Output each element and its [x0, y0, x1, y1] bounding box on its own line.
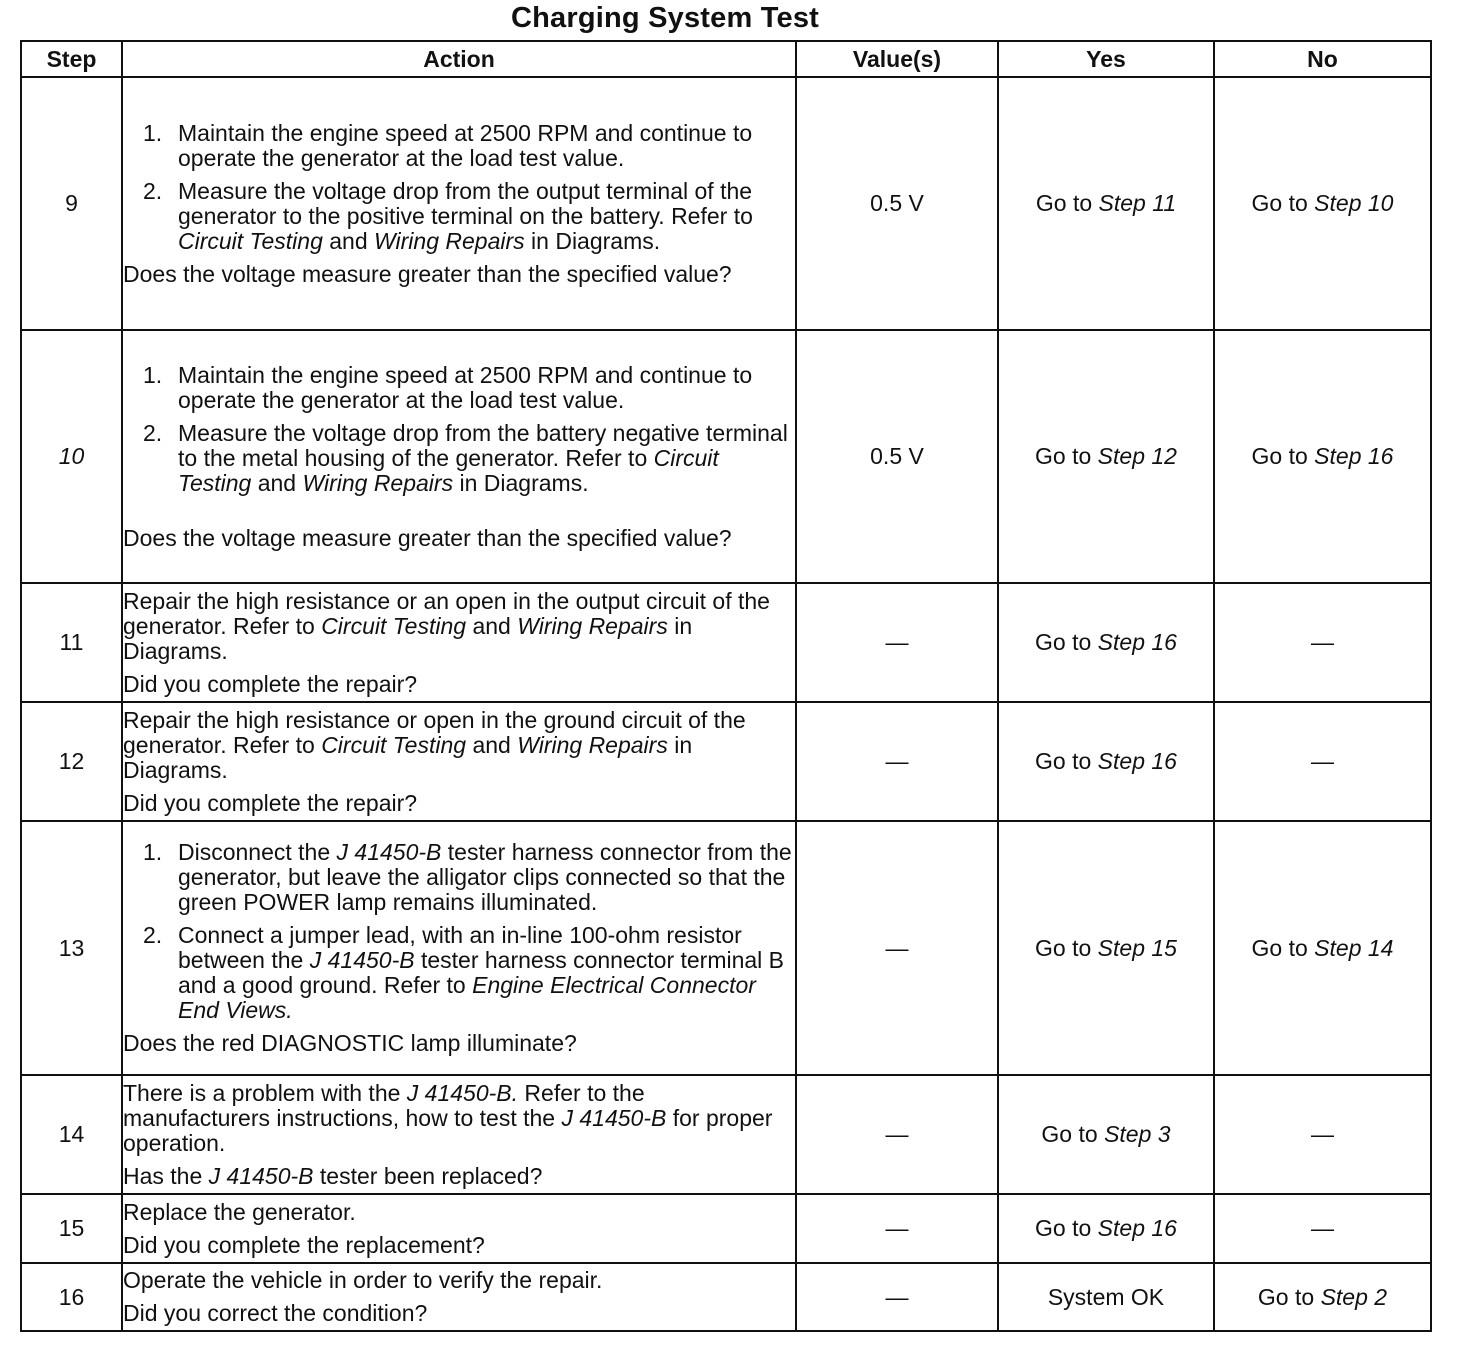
value-cell: — [796, 702, 998, 821]
page-title: Charging System Test [510, 2, 820, 34]
action-text: There is a problem with the J 41450-B. Refer to the manufacturers instructions, how to test the J 41450-B for proper operation. [123, 1079, 773, 1156]
action-list [123, 121, 795, 254]
step-reference: Step 15 [1097, 934, 1177, 961]
no-cell: — [1214, 1194, 1431, 1263]
step-reference: Step 10 [1314, 190, 1394, 216]
action-text: Operate the vehicle in order to verify the repair. [123, 1267, 603, 1293]
yes-cell: System OK [998, 1263, 1214, 1331]
tool-reference: J 41450-B [208, 1162, 314, 1189]
action-question: Did you complete the repair? [123, 789, 418, 816]
list-item: 2. Measure the voltage drop from the output terminal of the generator to the positive terminal on the battery. Refer to Circuit Testing and Wiring Repairs in Diagrams. [143, 177, 753, 254]
no-cell: — [1214, 702, 1431, 821]
value-cell: — [796, 1075, 998, 1194]
action-question: Does the red DIAGNOSTIC lamp illuminate? [123, 1030, 577, 1056]
table-row-step-11 [21, 583, 1431, 702]
reference-link: Circuit Testing [321, 731, 467, 758]
reference-link: Wiring Repairs [302, 469, 454, 496]
action-question: Did you complete the repair? [123, 670, 418, 697]
step-reference: Step 3 [1104, 1121, 1171, 1147]
no-cell: Go to Step 2 [1214, 1263, 1431, 1331]
action-cell [122, 702, 796, 821]
yes-cell: Go to Step 16 [998, 583, 1214, 702]
action-text: Repair the high resistance or an open in the output circuit of the generator. Refer to Circuit Testing and Wiring Repairs in Diagrams. [123, 587, 770, 664]
action-cell [122, 1075, 796, 1194]
step-number: 15 [21, 1194, 122, 1263]
step-number: 12 [21, 702, 122, 821]
step-number: 13 [21, 821, 122, 1075]
value-cell: 0.5 V [796, 330, 998, 583]
table-row-step-12 [21, 702, 1431, 821]
action-cell [122, 583, 796, 702]
reference-link: Circuit Testing [178, 227, 323, 254]
action-question: Did you complete the replacement? [123, 1231, 485, 1258]
list-item: 2. Measure the voltage drop from the battery negative terminal to the metal housing of the generator. Refer to Circuit Testing and Wiring Repairs in Diagrams. [143, 419, 788, 496]
table-row-step-15 [21, 1194, 1431, 1263]
value-cell: — [796, 821, 998, 1075]
header-action: Action [122, 41, 796, 77]
tool-reference: J 41450-B. [406, 1079, 519, 1106]
step-reference: Step 16 [1097, 1215, 1177, 1241]
table-header-row [21, 41, 1431, 77]
action-list [123, 840, 795, 1023]
table-row-step-9 [21, 77, 1431, 330]
header-no: No [1214, 41, 1431, 77]
header-step: Step [21, 41, 122, 77]
table-row-step-13 [21, 821, 1431, 1075]
tool-reference: J 41450-B [336, 839, 442, 865]
yes-cell: Go to Step 11 [998, 77, 1214, 330]
yes-cell: Go to Step 16 [998, 1194, 1214, 1263]
no-cell: — [1214, 583, 1431, 702]
step-number: 10 [21, 330, 122, 583]
reference-link: Wiring Repairs [517, 731, 668, 758]
value-cell: — [796, 583, 998, 702]
table-row-step-14 [21, 1075, 1431, 1194]
header-yes: Yes [998, 41, 1214, 77]
reference-link: Circuit Testing [321, 612, 467, 639]
charging-system-test-table [20, 40, 1432, 1332]
no-cell: Go to Step 10 [1214, 77, 1431, 330]
value-cell: 0.5 V [796, 77, 998, 330]
action-text: Replace the generator. [123, 1198, 356, 1225]
yes-cell: Go to Step 16 [998, 702, 1214, 821]
no-cell: — [1214, 1075, 1431, 1194]
action-cell [122, 1194, 796, 1263]
value-cell: — [796, 1194, 998, 1263]
step-reference: Step 11 [1098, 190, 1177, 216]
table-row-step-10 [21, 330, 1431, 583]
list-item: 1. Disconnect the J 41450-B tester harness connector from the generator, but leave the alligator clips connected so that the green POWER lamp remains illuminated. [143, 839, 792, 915]
step-reference: Step 16 [1097, 748, 1177, 774]
action-question: Does the voltage measure greater than the specified value? [123, 524, 732, 551]
reference-link: Wiring Repairs [374, 227, 525, 254]
reference-link: Engine Electrical Connector End Views. [178, 972, 756, 1023]
reference-link: Circuit Testing [178, 444, 719, 496]
step-number: 9 [21, 77, 122, 330]
action-text: Repair the high resistance or open in the ground circuit of the generator. Refer to Circuit Testing and Wiring Repairs in Diagrams. [123, 706, 746, 783]
step-reference: Step 16 [1097, 629, 1177, 655]
list-item: 1. Maintain the engine speed at 2500 RPM and continue to operate the generator at the load test value. [143, 119, 753, 171]
yes-cell: Go to Step 12 [998, 330, 1214, 583]
tool-reference: J 41450-B [309, 947, 415, 973]
step-number: 16 [21, 1263, 122, 1331]
yes-cell: Go to Step 15 [998, 821, 1214, 1075]
value-cell: — [796, 1263, 998, 1331]
action-cell [122, 330, 796, 583]
action-question: Did you correct the condition? [123, 1300, 428, 1326]
action-cell [122, 1263, 796, 1331]
action-list [123, 363, 795, 496]
table-row-step-16 [21, 1263, 1431, 1331]
step-number: 14 [21, 1075, 122, 1194]
list-item: 1. Maintain the engine speed at 2500 RPM and continue to operate the generator at the load test value. [143, 361, 753, 413]
no-cell: Go to Step 16 [1214, 330, 1431, 583]
tool-reference: J 41450-B [561, 1104, 667, 1131]
no-cell: Go to Step 14 [1214, 821, 1431, 1075]
step-reference: Step 16 [1314, 443, 1394, 469]
action-question: Does the voltage measure greater than the specified value? [123, 260, 732, 287]
step-reference: Step 12 [1097, 443, 1177, 469]
step-reference: Step 2 [1320, 1283, 1388, 1310]
action-cell [122, 77, 796, 330]
step-reference: Step 14 [1314, 934, 1394, 961]
yes-cell: Go to Step 3 [998, 1075, 1214, 1194]
action-question: Has the J 41450-B tester been replaced? [123, 1162, 543, 1189]
list-item: 2. Connect a jumper lead, with an in-line 100-ohm resistor between the J 41450-B tester harness connector terminal B and a good ground. Refer to Engine Electrical Connector End Views. [143, 922, 785, 1023]
step-number: 11 [21, 583, 122, 702]
action-cell [122, 821, 796, 1075]
reference-link: Wiring Repairs [517, 612, 668, 639]
header-values: Value(s) [796, 41, 998, 77]
